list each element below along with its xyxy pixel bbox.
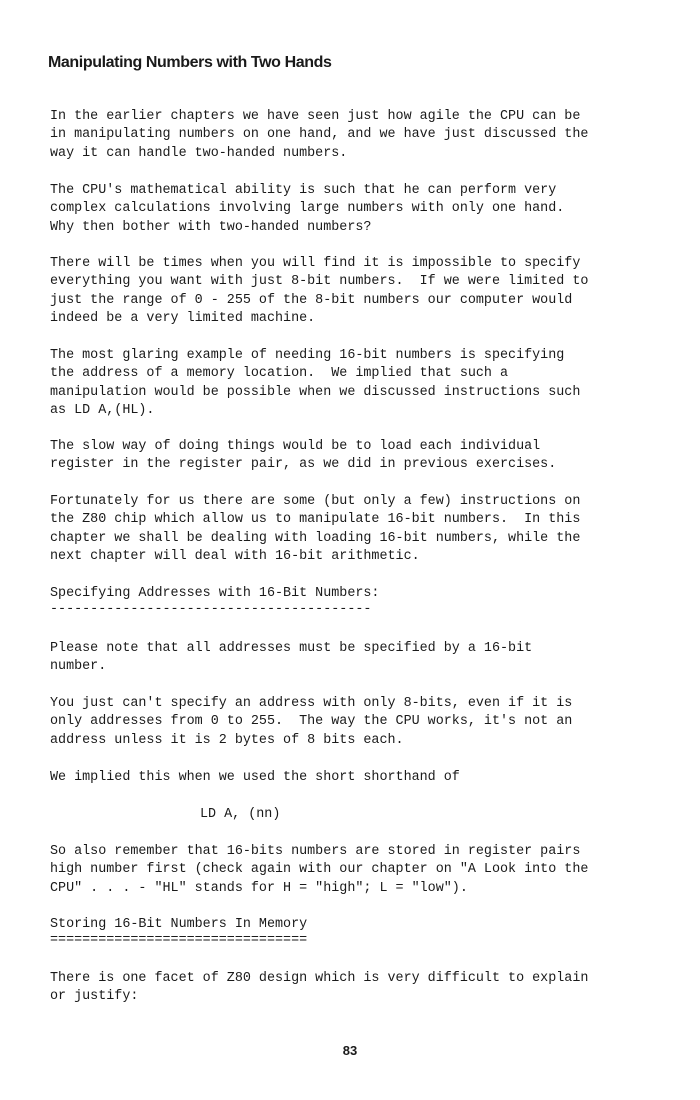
subheading-underline-dashes: ---------------------------------------- xyxy=(50,602,372,617)
paragraph-memory-address: The most glaring example of needing 16-bit numbers is specifying the address of a memory location. We implied that such a manipulation would be possible when we discussed instructions such as LD A,(HL). xyxy=(50,348,581,419)
paragraph-8bit-limits: There will be times when you will find it is impossible to specify everything you want with just 8-bit numbers. If we were limited to just the range of 0 - 255 of the 8-bit numbers our computer would indeed be a very limited machine. xyxy=(50,256,589,327)
subheading-storing-numbers: Storing 16-Bit Numbers In Memory xyxy=(50,917,308,932)
paragraph-register-pairs: So also remember that 16-bits numbers are stored in register pairs high number first (check again with our chapter on "A Look into the CPU" . . . - "HL" stands for H = "high"; L = "low"). xyxy=(50,844,589,896)
code-example: LD A, (nn) xyxy=(200,807,281,822)
subheading-underline-equals: ================================ xyxy=(50,933,308,948)
page-number: 83 xyxy=(342,1043,358,1058)
page-heading: Manipulating Numbers with Two Hands xyxy=(48,54,332,71)
paragraph-16bit-addresses: Please note that all addresses must be specified by a 16-bit number. xyxy=(50,641,533,675)
paragraph-intro: In the earlier chapters we have seen just how agile the CPU can be in manipulating numbers on one hand, and we have just discussed the way it can handle two-handed numbers. xyxy=(50,109,589,161)
paragraph-cpu-ability: The CPU's mathematical ability is such that he can perform very complex calculations involving large numbers with only one hand. Why then bother with two-handed numbers? xyxy=(50,183,565,235)
paragraph-z80-design: There is one facet of Z80 design which is very difficult to explain or justify: xyxy=(50,971,589,1005)
paragraph-z80-instructions: Fortunately for us there are some (but only a few) instructions on the Z80 chip which allow us to manipulate 16-bit numbers. In this chapter we shall be dealing with loading 16-bit numbers, while the next chapter will deal with 16-bit arithmetic. xyxy=(50,494,581,565)
paragraph-shorthand: We implied this when we used the short shorthand of xyxy=(50,770,460,785)
subheading-specifying-addresses: Specifying Addresses with 16-Bit Numbers: xyxy=(50,586,380,601)
paragraph-8bit-address: You just can't specify an address with only 8-bits, even if it is only addresses from 0 to 255. The way the CPU works, it's not an address unless it is 2 bytes of 8 bits each. xyxy=(50,696,573,748)
paragraph-slow-way: The slow way of doing things would be to load each individual register in the register pair, as we did in previous exercises. xyxy=(50,439,557,473)
